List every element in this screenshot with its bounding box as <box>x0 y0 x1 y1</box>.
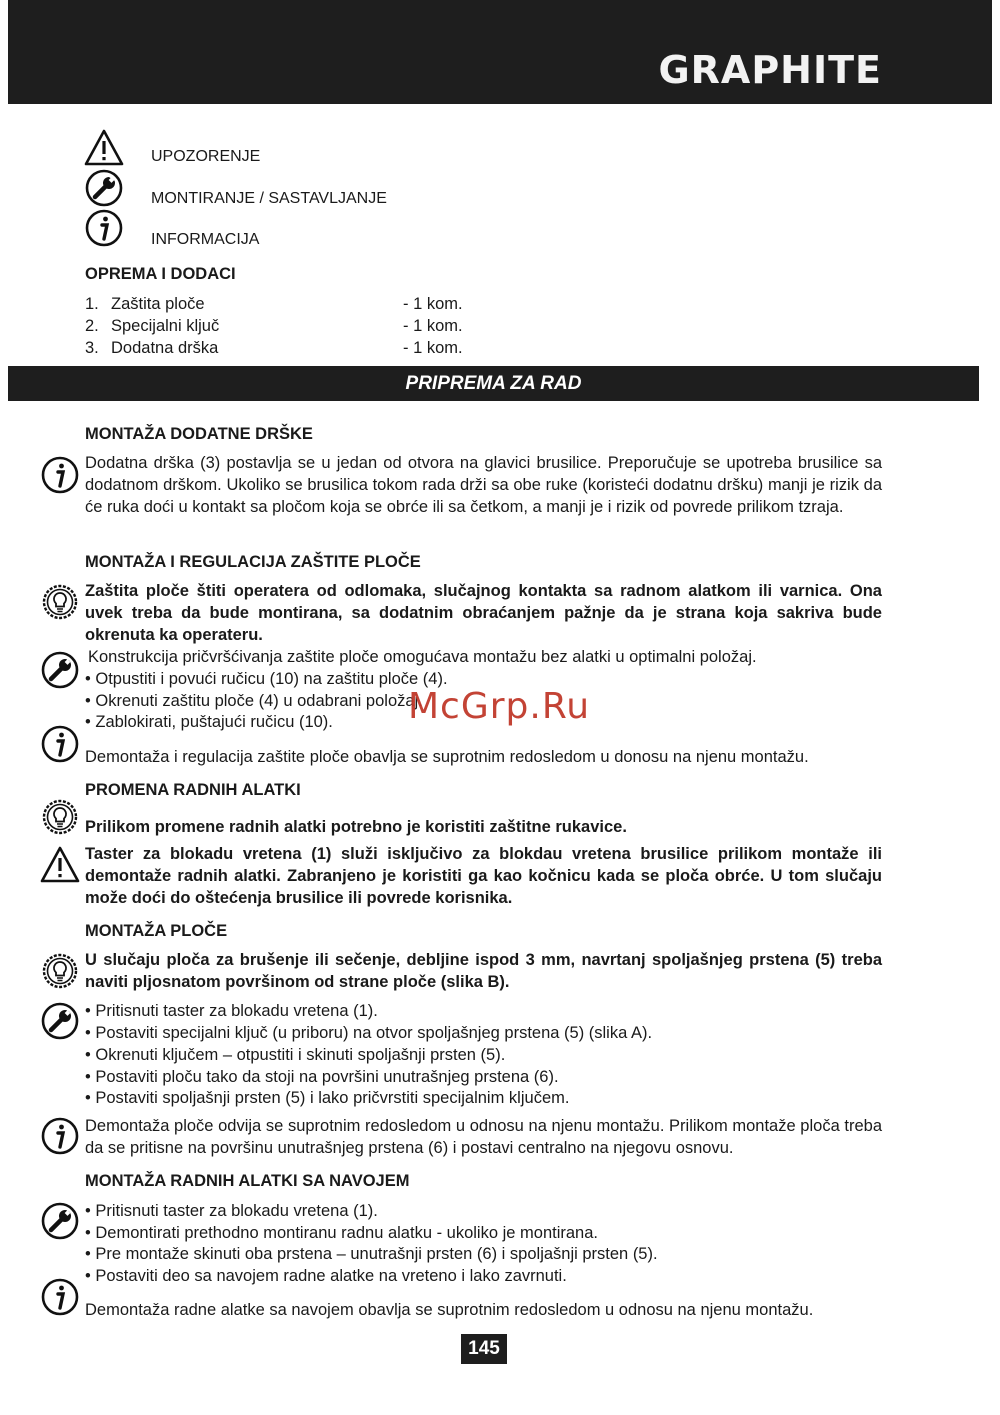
item-number: 3. <box>85 339 99 357</box>
section-title: PROMENA RADNIH ALATKI <box>85 781 301 799</box>
lightbulb-tip-icon <box>40 951 80 991</box>
bullet-item: • Pritisnuti taster za blokadu vretena (1). <box>85 1000 378 1022</box>
wrench-icon <box>40 1001 80 1041</box>
list-item <box>85 315 505 337</box>
tip-paragraph: Zaštita ploče štiti operatera od odlomaka, slučajnog kontakta sa radnom alatkom ili varnica. Ona uvek treba da bude montirana, sa dodatnim obraćanjem pažnje da je strana koja sakriva bude okrenuta ka operateru. <box>85 582 882 644</box>
info-icon <box>40 455 80 495</box>
item-qty: - 1 kom. <box>403 295 463 313</box>
bullet-item: • Demontirati prethodno montiranu radnu alatku - ukoliko je montirana. <box>85 1222 598 1244</box>
bullet-item: • Postaviti deo sa navojem radne alatke na vreteno i lako zavrnuti. <box>85 1265 567 1287</box>
brand-logo: GRAPHITE <box>658 48 882 92</box>
wrench-icon <box>84 168 124 208</box>
equipment-title: OPREMA I DODACI <box>85 265 236 283</box>
section-title: MONTAŽA I REGULACIJA ZAŠTITE PLOČE <box>85 553 421 571</box>
wrench-icon <box>40 650 80 690</box>
watermark: McGrp.Ru <box>408 686 591 727</box>
legend-warning-label: UPOZORENJE <box>151 148 261 165</box>
section-title: MONTAŽA DODATNE DRŠKE <box>85 425 313 443</box>
section-banner: PRIPREMA ZA RAD <box>8 366 979 401</box>
bullet-item: • Postaviti ploču tako da stoji na površini unutrašnjeg prstena (6). <box>85 1066 559 1088</box>
section-title: MONTAŽA PLOČE <box>85 922 228 940</box>
bullet-item: • Postaviti spoljašnji prsten (5) i lako pričvrstiti specijalnim ključem. <box>85 1087 569 1109</box>
list-item <box>85 293 505 315</box>
bullet-item: • Okrenuti ključem – otpustiti i skinuti spoljašnji prsten (5). <box>85 1044 505 1066</box>
lightbulb-tip-icon <box>40 582 80 622</box>
info-icon <box>40 1277 80 1317</box>
list-item <box>85 337 505 359</box>
section-title: MONTAŽA RADNIH ALATKI SA NAVOJEM <box>85 1172 410 1190</box>
paragraph: Demontaža ploče odvija se suprotnim redosledom u odnosu na njenu montažu. Prilikom montaže ploča treba da se pritisne na površinu unutrašnjeg prstena (6) i postavi centralno na njegovu osnovu. <box>85 1117 882 1157</box>
bullet-item: • Zablokirati, puštajući ručicu (10). <box>85 711 333 733</box>
legend-assembly-label: MONTIRANJE / SASTAVLJANJE <box>151 190 387 207</box>
item-number: 1. <box>85 295 99 313</box>
paragraph: Demontaža i regulacija zaštite ploče obavlja se suprotnim redosledom u donosu na njenu montažu. <box>85 748 809 766</box>
tip-paragraph: Prilikom promene radnih alatki potrebno je koristiti zaštitne rukavice. <box>85 818 627 836</box>
bullet-item: • Okrenuti zaštitu ploče (4) u odabrani položaj. <box>85 690 423 712</box>
bullet-item: • Postaviti specijalni ključ (u priboru) na otvor spoljašnjeg prstena (5) (slika A). <box>85 1022 652 1044</box>
item-name: Specijalni ključ <box>111 317 220 335</box>
warning-icon <box>84 128 124 168</box>
warning-icon <box>40 845 80 885</box>
bullet-item: • Otpustiti i povući ručicu (10) na zaštitu ploče (4). <box>85 668 448 690</box>
wrench-icon <box>40 1201 80 1241</box>
legend-info-label: INFORMACIJA <box>151 231 260 248</box>
info-icon <box>40 1116 80 1156</box>
bullet-item: • Pre montaže skinuti oba prstena – unutrašnji prsten (6) i spoljašnji prsten (5). <box>85 1243 658 1265</box>
warning-paragraph: Taster za blokadu vretena (1) služi isključivo za blokdau vretena brusilice prilikom montaže ili demontaže radnih alatki. Zabranjeno je koristiti ga kao kočnicu kada se ploča obrće. U tom slučaju može doći do oštećenja brusilice ili povrede korisnika. <box>85 845 882 907</box>
info-icon <box>40 724 80 764</box>
paragraph: Konstrukcija pričvršćivanja zaštite ploče omogućava montažu bez alatki u optimalni položaj. <box>88 648 757 666</box>
paragraph: Demontaža radne alatke sa navojem obavlja se suprotnim redosledom u odnosu na njenu montažu. <box>85 1301 814 1319</box>
page-number: 145 <box>461 1334 507 1364</box>
item-number: 2. <box>85 317 99 335</box>
info-icon <box>84 208 124 248</box>
item-qty: - 1 kom. <box>403 317 463 335</box>
item-name: Zaštita ploče <box>111 295 205 313</box>
tip-paragraph: U slučaju ploča za brušenje ili sečenje, debljine ispod 3 mm, navrtanj spoljašnjeg prstena (5) treba naviti pljosnatom površinom od strane ploče (slika B). <box>85 951 882 991</box>
paragraph: Dodatna drška (3) postavlja se u jedan od otvora na glavici brusilice. Preporučuje se upotreba brusilice sa dodatnom drškom. Ukoliko se brusilica tokom rada drži sa obe ruke (koristeći dodatnu dršku) manji je rizik da će ruka doći u kontakt sa pločom koja se obrće ili sa četkom, a manji je i rizik od povrede prilikom tzraja. <box>85 454 882 516</box>
bullet-item: • Pritisnuti taster za blokadu vretena (1). <box>85 1200 378 1222</box>
lightbulb-tip-icon <box>40 797 80 837</box>
equipment-list <box>85 293 505 359</box>
item-name: Dodatna drška <box>111 339 219 357</box>
item-qty: - 1 kom. <box>403 339 463 357</box>
